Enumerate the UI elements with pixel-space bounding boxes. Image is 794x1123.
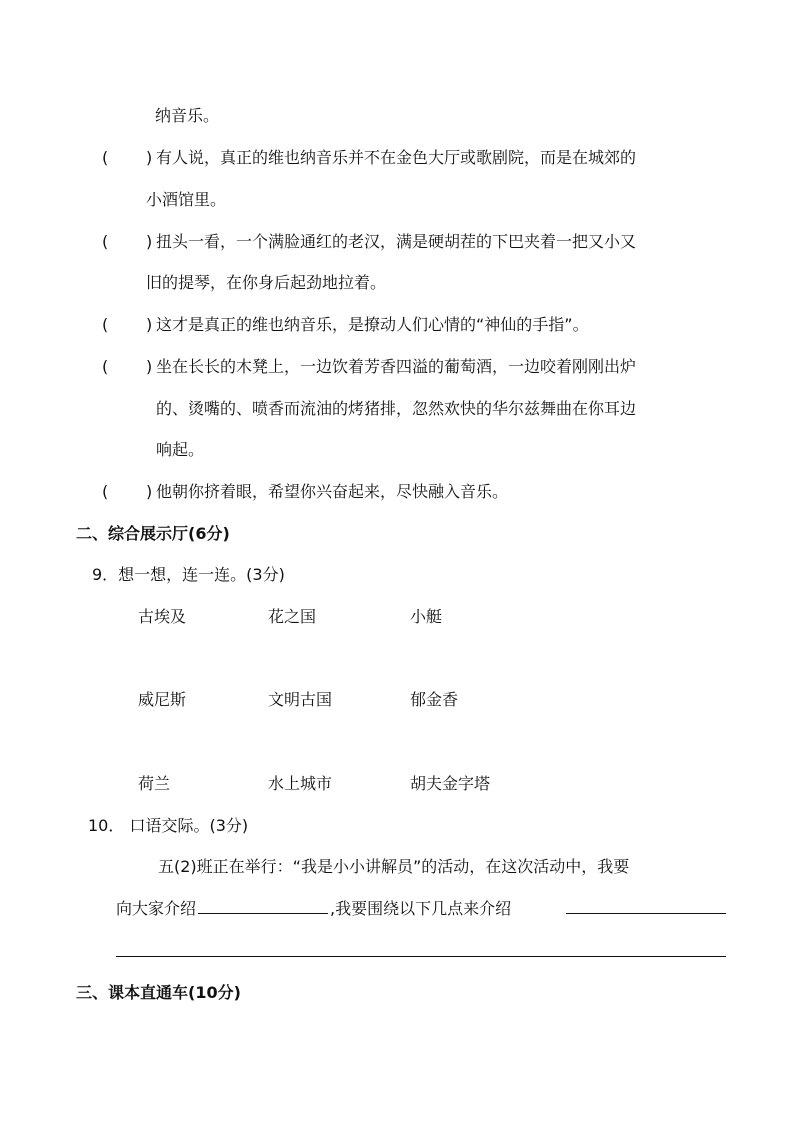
answer-bracket-open: ( xyxy=(102,357,109,376)
answer-bracket-open: ( xyxy=(102,148,109,167)
question-10-prompt-line-2 xyxy=(116,897,511,921)
answer-bracket-close: ) xyxy=(146,315,153,334)
ordering-item-5-line-1: 他朝你挤着眼，希望你兴奋起来，尽快融入音乐。 xyxy=(156,482,509,501)
match-cell-r2-c3: 郁金香 xyxy=(410,690,459,709)
ordering-item-3-line-1: 这才是真正的维也纳音乐，是撩动人们心情的“神仙的手指”。 xyxy=(156,315,589,334)
answer-bracket-open: ( xyxy=(102,315,109,334)
ordering-item-1-line-1: 有人说，真正的维也纳音乐并不在金色大厅或歌剧院，而是在城郊的 xyxy=(156,148,637,167)
carry-over-line: 纳音乐。 xyxy=(155,106,220,125)
match-cell-r2-c2: 文明古国 xyxy=(268,690,333,709)
answer-line[interactable] xyxy=(116,956,726,957)
match-cell-r1-c1: 古埃及 xyxy=(138,607,187,626)
section-3-title: 三、课本直通车(10分) xyxy=(76,983,241,1002)
question-10-prompt-part-a: 向大家介绍 xyxy=(116,899,197,918)
answer-bracket-open: ( xyxy=(102,232,109,251)
ordering-item-4-line-2: 的、烫嘴的、喷香而流油的烤猪排，忽然欢快的华尔兹舞曲在你耳边 xyxy=(156,399,637,418)
question-10-prompt-line-1: 五(2)班正在举行：“我是小小讲解员”的活动，在这次活动中，我要 xyxy=(158,857,630,876)
answer-blank[interactable] xyxy=(566,913,726,914)
answer-bracket-close: ) xyxy=(146,232,153,251)
answer-bracket-close: ) xyxy=(146,148,153,167)
ordering-item-4-line-1: 坐在长长的木凳上，一边饮着芳香四溢的葡萄酒，一边咬着刚刚出炉 xyxy=(156,357,637,376)
question-10-title: 10． 口语交际。(3分) xyxy=(88,816,249,835)
ordering-item-2-line-1: 扭头一看，一个满脸通红的老汉，满是硬胡茬的下巴夹着一把又小又 xyxy=(156,232,637,251)
question-9-title: 9．想一想，连一连。(3分) xyxy=(92,565,285,584)
answer-bracket-close: ) xyxy=(146,357,153,376)
ordering-item-4-line-3: 响起。 xyxy=(156,440,205,459)
question-10-prompt-part-b: ,我要围绕以下几点来介绍 xyxy=(330,899,512,918)
match-cell-r3-c2: 水上城市 xyxy=(268,774,333,793)
match-cell-r2-c1: 威尼斯 xyxy=(138,690,187,709)
ordering-item-2-line-2: 旧的提琴，在你身后起劲地拉着。 xyxy=(146,273,387,292)
ordering-item-1-line-2: 小酒馆里。 xyxy=(146,190,227,209)
match-cell-r3-c3: 胡夫金字塔 xyxy=(410,774,491,793)
answer-bracket-close: ) xyxy=(146,482,153,501)
answer-bracket-open: ( xyxy=(102,482,109,501)
answer-blank[interactable] xyxy=(198,897,328,914)
section-2-title: 二、综合展示厅(6分) xyxy=(76,524,230,543)
match-cell-r1-c2: 花之国 xyxy=(268,607,317,626)
match-cell-r1-c3: 小艇 xyxy=(410,607,443,626)
match-cell-r3-c1: 荷兰 xyxy=(138,774,171,793)
